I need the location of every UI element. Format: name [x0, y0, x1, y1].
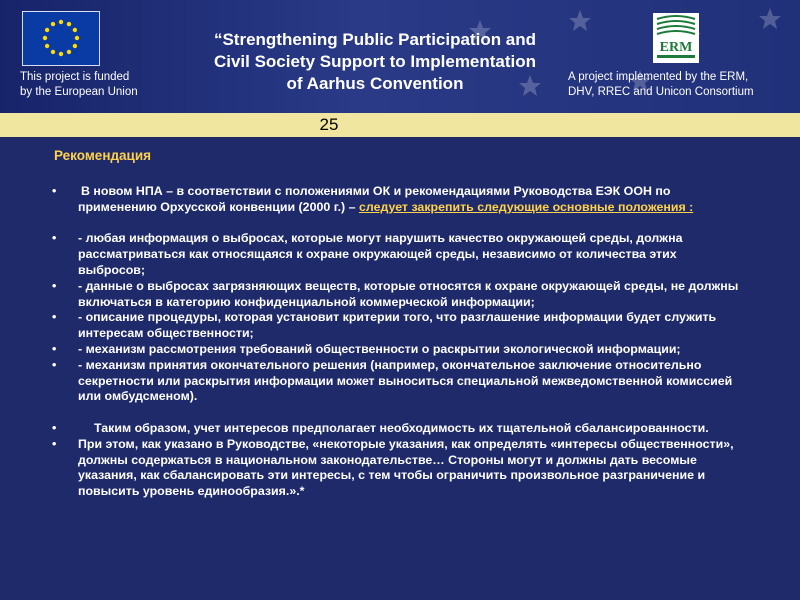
bullet: • [52, 420, 57, 435]
list-item [52, 437, 742, 500]
slide-content [52, 184, 742, 500]
list-item [52, 358, 742, 405]
item-text: Таким образом, учет интересов предполагает необходимость их тщательной сбалансированности. [94, 420, 709, 435]
item-text: - описание процедуры, которая установит критерии того, что разглашение информации будет служить интересам общественности; [78, 310, 717, 341]
bullet: • [52, 184, 57, 198]
bullet: • [52, 278, 57, 293]
header-banner [0, 0, 800, 113]
bullet: • [52, 231, 57, 246]
item-text: - механизм принятия окончательного решения (например, окончательное заключение относительно секретности или раскрытия информации может выноситься специальной межведомственной комиссией или омбудсменом). [78, 357, 733, 404]
erm-logo-icon [653, 13, 699, 63]
item-text: - любая информация о выбросах, которые могут нарушить качество окружающей среды, должна рассматриваться как относящаяся к охране окружающей среды, независимо от количества этих выбросов; [78, 231, 683, 277]
highlighted-text: следует закрепить следующие основные положения : [358, 199, 694, 214]
item-text: - механизм рассмотрения требований общественности о раскрытии экологической информации; [78, 341, 681, 356]
project-title [170, 29, 580, 95]
eu-flag-icon [22, 11, 100, 66]
erm-logo-text: ERM [659, 40, 693, 55]
bullet: • [52, 357, 57, 372]
slide-heading: Рекомендация [54, 148, 152, 163]
funded-line-1: This project is funded [20, 71, 130, 83]
list-item [52, 421, 742, 437]
item-text: - данные о выбросах загрязняющих веществ, которые относятся к охране окружающей среды, не должны включаться в категорию конфиденциальной коммерческой информации; [78, 278, 739, 309]
item-text: При этом, как указано в Руководстве, «некоторые указания, как определять «интересы общественности», должны содержаться в национальном законодательстве… Стороны могут и должны дать весомые указания, как сбалансировать эти интересы, с тем чтобы ограничить произвольное разграничение и повысить уровень единообразия.».* [78, 436, 734, 499]
yellow-band [0, 113, 800, 137]
funded-line-2: by the European Union [20, 86, 138, 98]
list-item [52, 231, 742, 278]
title-line-3: of Aarhus Convention [286, 74, 464, 93]
list-item [52, 184, 742, 216]
bullet: • [52, 436, 57, 451]
title-line-1: “Strengthening Public Participation and [213, 30, 537, 49]
bullet: • [52, 341, 57, 356]
consortium-note [568, 70, 798, 100]
consortium-line-1: A project implemented by the ERM, [568, 71, 749, 83]
title-line-2: Civil Society Support to Implementation [213, 52, 537, 71]
item-text: В новом НПА – в соответствии с положениями ОК и рекомендациями Руководства ЕЭК ООН по применению Орхусской конвенции (2000 г.) – [78, 184, 671, 214]
bullet: • [52, 310, 57, 325]
page-number: 25 [319, 115, 339, 134]
list-item [52, 279, 742, 311]
consortium-line-2: DHV, RREC and Unicon Consortium [568, 86, 754, 98]
funded-note [20, 70, 190, 100]
list-item [52, 342, 742, 358]
list-item [52, 310, 742, 342]
